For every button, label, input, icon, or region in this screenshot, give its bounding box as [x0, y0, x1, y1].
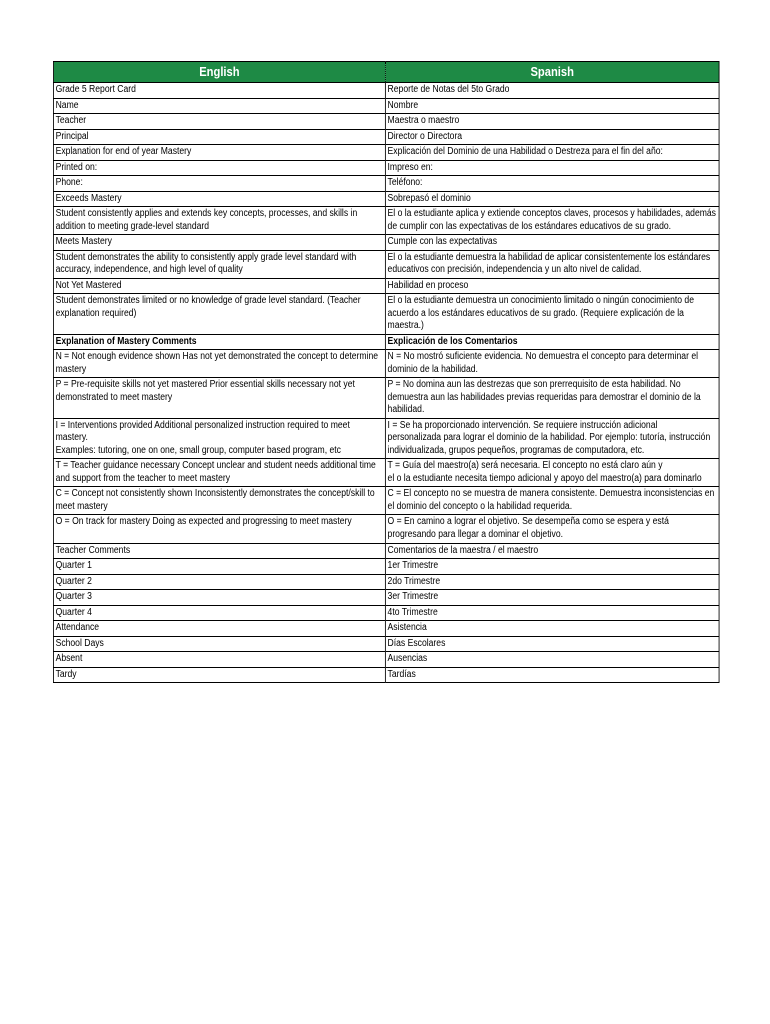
english-cell: Student demonstrates the ability to consistently apply grade level standard with accuracy, independence, and high level of quality	[53, 250, 385, 278]
table-row	[53, 459, 719, 487]
spanish-cell: Comentarios de la maestra / el maestro	[385, 543, 719, 559]
spanish-cell: Explicación del Dominio de una Habilidad o Destreza para el fin del año:	[385, 145, 719, 161]
english-cell: Printed on:	[53, 160, 385, 176]
english-cell: Name	[53, 98, 385, 114]
table-row	[53, 559, 719, 575]
english-cell: Tardy	[53, 667, 385, 683]
spanish-cell: Asistencia	[385, 621, 719, 637]
english-cell: N = Not enough evidence shown Has not yet demonstrated the concept to determine mastery	[53, 350, 385, 378]
english-cell: Quarter 1	[53, 559, 385, 575]
spanish-cell: Director o Directora	[385, 129, 719, 145]
table-row	[53, 160, 719, 176]
table-row	[53, 418, 719, 459]
spanish-cell: Ausencias	[385, 652, 719, 668]
english-cell: Exceeds Mastery	[53, 191, 385, 207]
english-cell: Teacher Comments	[53, 543, 385, 559]
english-cell: I = Interventions provided Additional personalized instruction required to meet mastery. Examples: tutoring, one on one, small group, computer based program, etc	[53, 418, 385, 459]
table-row	[53, 83, 719, 99]
spanish-cell: 2do Trimestre	[385, 574, 719, 590]
spanish-cell: Reporte de Notas del 5to Grado	[385, 83, 719, 99]
table-row	[53, 667, 719, 683]
english-cell: T = Teacher guidance necessary Concept unclear and student needs additional time and support from the teacher to meet mastery	[53, 459, 385, 487]
table-row	[53, 235, 719, 251]
english-cell: Explanation of Mastery Comments	[53, 334, 385, 350]
spanish-cell: Teléfono:	[385, 176, 719, 192]
spanish-cell: 3er Trimestre	[385, 590, 719, 606]
english-cell: Student demonstrates limited or no knowledge of grade level standard. (Teacher explanation required)	[53, 294, 385, 335]
table-body	[53, 83, 719, 683]
spanish-cell: Días Escolares	[385, 636, 719, 652]
spanish-cell: C = El concepto no se muestra de manera consistente. Demuestra inconsistencias en el dominio del concepto o la habilidad requerida.	[385, 487, 719, 515]
english-cell: O = On track for mastery Doing as expected and progressing to meet mastery	[53, 515, 385, 544]
english-cell: Principal	[53, 129, 385, 145]
table-row	[53, 294, 719, 335]
table-row	[53, 350, 719, 378]
table-row	[53, 515, 719, 544]
table-row	[53, 145, 719, 161]
table-row	[53, 636, 719, 652]
table-row	[53, 191, 719, 207]
english-cell: Meets Mastery	[53, 235, 385, 251]
spanish-cell: T = Guía del maestro(a) será necesaria. El concepto no está claro aún y el o la estudiante necesita tiempo adicional y apoyo del maestro(a) para dominarlo	[385, 459, 719, 487]
english-cell: Quarter 2	[53, 574, 385, 590]
table-row	[53, 621, 719, 637]
table-row	[53, 176, 719, 192]
table-row	[53, 114, 719, 130]
table-row	[53, 98, 719, 114]
table-row	[53, 574, 719, 590]
english-cell: Quarter 3	[53, 590, 385, 606]
spanish-cell: I = Se ha proporcionado intervención. Se requiere instrucción adicional personalizada para lograr el dominio de la habilidad. Por ejemplo: tutoría, instrucción individualizada, grupos pequeños, programas de computadora, etc.	[385, 418, 719, 459]
spanish-cell: O = En camino a lograr el objetivo. Se desempeña como se espera y está progresando para llegar a dominar el objetivo.	[385, 515, 719, 544]
english-cell: P = Pre-requisite skills not yet mastered Prior essential skills necessary not yet demonstrated to meet mastery	[53, 378, 385, 419]
table-row	[53, 129, 719, 145]
spanish-cell: Impreso en:	[385, 160, 719, 176]
spanish-cell: Tardías	[385, 667, 719, 683]
spanish-cell: Habilidad en proceso	[385, 278, 719, 294]
spanish-cell: N = No mostró suficiente evidencia. No demuestra el concepto para determinar el dominio de la habilidad.	[385, 350, 719, 378]
table-row	[53, 543, 719, 559]
table-row	[53, 652, 719, 668]
english-cell: Teacher	[53, 114, 385, 130]
english-cell: Quarter 4	[53, 605, 385, 621]
spanish-cell: Cumple con las expectativas	[385, 235, 719, 251]
spanish-cell: Maestra o maestro	[385, 114, 719, 130]
table-row	[53, 378, 719, 419]
spanish-cell: P = No domina aun las destrezas que son prerrequisito de esta habilidad. No demuestra aun las habilidades previas requeridas para demostrar el dominio de la habilidad.	[385, 378, 719, 419]
spanish-cell: Sobrepasó el dominio	[385, 191, 719, 207]
spanish-cell: Nombre	[385, 98, 719, 114]
header-row	[53, 62, 719, 83]
spanish-cell: Explicación de los Comentarios	[385, 334, 719, 350]
english-cell: Not Yet Mastered	[53, 278, 385, 294]
english-cell: Phone:	[53, 176, 385, 192]
english-cell: Attendance	[53, 621, 385, 637]
table-row	[53, 250, 719, 278]
translation-table	[53, 61, 720, 683]
english-column-header: English	[53, 62, 385, 83]
table-row	[53, 590, 719, 606]
table-row	[53, 278, 719, 294]
table-row	[53, 334, 719, 350]
spanish-cell: El o la estudiante demuestra la habilidad de aplicar consistentemente los estándares educativos con precisión, independencia y un alto nivel de calidad.	[385, 250, 719, 278]
table-row	[53, 487, 719, 515]
table-row	[53, 207, 719, 235]
spanish-cell: El o la estudiante demuestra un conocimiento limitado o ningún conocimiento de acuerdo a los estándares educativos de su grado. (Requiere explicación de la maestra.)	[385, 294, 719, 335]
english-cell: Grade 5 Report Card	[53, 83, 385, 99]
english-cell: C = Concept not consistently shown Inconsistently demonstrates the concept/skill to meet mastery	[53, 487, 385, 515]
english-cell: Student consistently applies and extends key concepts, processes, and skills in addition to meeting grade-level standard	[53, 207, 385, 235]
spanish-cell: 4to Trimestre	[385, 605, 719, 621]
spanish-cell: El o la estudiante aplica y extiende conceptos claves, procesos y habilidades, además de cumplir con las expectativas de los estándares educativos de su grado.	[385, 207, 719, 235]
english-cell: School Days	[53, 636, 385, 652]
spanish-column-header: Spanish	[385, 62, 719, 83]
english-cell: Explanation for end of year Mastery	[53, 145, 385, 161]
spanish-cell: 1er Trimestre	[385, 559, 719, 575]
english-cell: Absent	[53, 652, 385, 668]
table-row	[53, 605, 719, 621]
